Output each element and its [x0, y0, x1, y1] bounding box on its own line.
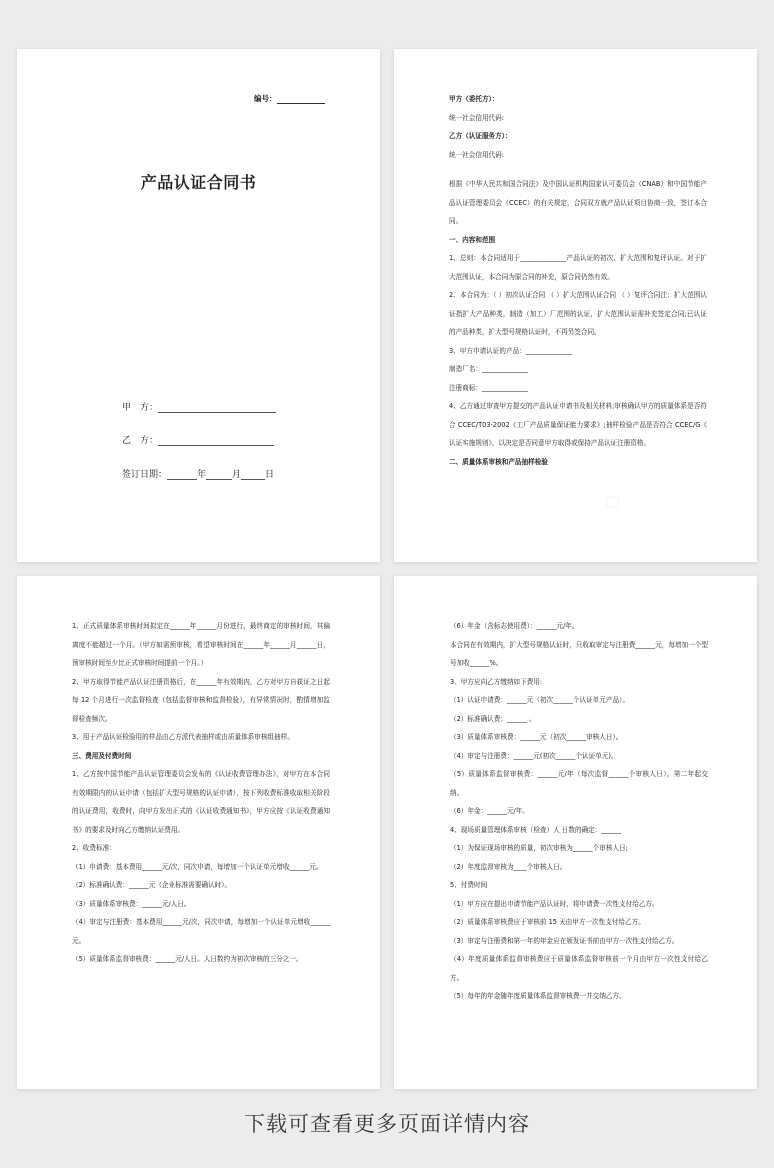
year-label: 年 [197, 470, 207, 480]
paragraph: 统一社会信用代码: [449, 113, 504, 122]
page-2-body [449, 90, 707, 471]
section-heading: 二、质量体系审核和产品抽样检验 [449, 457, 548, 466]
month-blank [206, 470, 232, 480]
paragraph: （2）质量体系审核费应于审核前 15 天由甲方一次性支付给乙方。 [450, 918, 645, 926]
paragraph: 5、付费时间 [450, 881, 488, 889]
year-blank [167, 470, 197, 480]
paragraph: （2）年度监督审核为____个审核人日。 [450, 862, 567, 871]
paragraph: 3、甲方申请认证的产品：______________ [449, 346, 572, 355]
section-heading: 甲方（委托方）： [449, 95, 499, 103]
contract-page-2 [394, 49, 757, 562]
paragraph: （6）年金：______元/年。 [450, 807, 529, 815]
watermark [598, 486, 626, 516]
paragraph: （1）甲方应在提出申请节能产品认证时，将申请费一次性支付给乙方。 [450, 899, 659, 908]
paragraph: 2、本合同为：（ ）初次认证合同 （ ）扩大范围认证合同 （ ）复评合同注：扩大范围认证指扩大产品种类，制造（加工）厂范围的认证，扩大范围认证需补充签定合同;已认证的产品种类，扩大型号规格认证时，不再另签合同。 [449, 291, 707, 336]
party-b-label: 乙 方： [122, 436, 159, 446]
paragraph: 1、正式质量体系审核时间拟定在______年______月份进行，最终商定的审核时间，其偏离度不能超过一个月。（甲方如需预审核，希望审核时间在______年______月______日，预审核时间至少比正式审核时间提前一个月。） [72, 622, 330, 667]
paragraph: （5）质量体系监督审核费：______元/年（每次监督______个审核人日），第二年起交纳。 [450, 770, 708, 797]
paragraph: （5）每年的年金随年度质量体系监督审核费一并交纳乙方。 [450, 992, 626, 1000]
paragraph: 2、收费标准： [72, 844, 116, 852]
paragraph: 根据《中华人民共和国合同法》及中国认证机构国家认可委员会（CNAB）和中国节能产品认证管理委员会（CCEC）的有关规定，合同双方就产品认证项目协商一致，签订本合同。 [449, 180, 707, 225]
paragraph: （4）年度质量体系监督审核费应于质量体系监督审核前一个月由甲方一次性支付给乙方。 [450, 955, 708, 982]
paragraph: （4）审定与注册费：______元(初次______个认证单元)。 [450, 751, 618, 760]
paragraph: （6）年金（含标志使用费）：______元/年。 [450, 622, 579, 630]
paragraph: （3）审定与注册费和第一年的年金应在颁发证书前由甲方一次性支付给乙方。 [450, 936, 679, 945]
party-b-line [122, 433, 274, 446]
section-heading: 一、内容和范围 [449, 235, 496, 244]
paragraph: （3）质量体系审核费：______元/人日。 [72, 899, 191, 908]
party-a-label: 甲 方： [122, 403, 159, 413]
paragraph: 注册商标：______________ [449, 383, 529, 392]
party-b-blank [158, 436, 274, 446]
contract-page-4 [394, 576, 757, 1089]
paragraph: （3）质量体系审核费：______元（初次______审核人日）。 [450, 733, 623, 741]
paragraph: 3、用于产品认证检验用的样品由乙方派代表抽样或由质量体系审核组抽样。 [72, 733, 294, 741]
paragraph: （1）申请费：基本费用______元/次，同次申请，每增加一个认证单元增收______元。 [72, 862, 323, 871]
page-3-body [72, 617, 330, 969]
paragraph: （1）认证申请费：______元（初次______个认证单元产品）。 [450, 696, 629, 704]
contract-number-blank [277, 103, 325, 104]
contract-page-3 [17, 576, 380, 1089]
contract-title: 产品认证合同书 [140, 173, 257, 192]
paragraph: （2）标准确认费：______元（企业标准需要确认时）。 [72, 881, 232, 889]
paragraph: 4、现场质量管理体系审核（检查）人 日数的确定：______ [450, 825, 622, 834]
sign-date-line [122, 467, 274, 480]
paragraph: 1、总则：本合同适用于______________产品认证的初次、扩大范围和复评认证。对于扩大范围认证，本合同为原合同的补充，原合同仍然有效。 [449, 254, 707, 281]
paragraph: 3、甲方应向乙方缴纳如下费用: [450, 677, 543, 686]
paragraph: 1、乙方按中国节能产品认证管理委员会发布的《认证收费管理办法》，对甲方在本合同有效期限内的认证申请（包括扩大型号规格的认证申请），按下列收费标准收取相关阶段的认证费用，收费时，向甲方发出正式的《认证收费通知书》，甲方应按《认证收费通知书》的要求及时向乙方缴纳认证费用。 [72, 770, 330, 834]
day-label: 日 [265, 470, 275, 480]
paragraph-gap [449, 164, 707, 175]
paragraph: 统一社会信用代码: [449, 150, 504, 159]
day-blank [241, 470, 265, 480]
section-heading: 三、费用及付费时间 [72, 751, 132, 760]
contract-number-label: 编号： [254, 94, 277, 103]
paragraph: 本合同在有效期内，扩大型号规格认证时，只收取审定与注册费______元，每增加一个型号加收______%。 [450, 640, 708, 667]
paragraph: 制造厂名：______________ [449, 365, 529, 373]
party-a-line [122, 400, 276, 413]
paragraph: （2）标准确认费：______ 。 [450, 714, 536, 723]
section-heading: 乙方（认证服务方）： [449, 132, 512, 140]
paragraph: （5）质量体系监督审核费：______元/人日。人日数约为初次审核的三分之一。 [72, 955, 303, 963]
paragraph: （4）审定与注册费：基本费用______元/次，同次申请，每增加一个认证单元增收______元。 [72, 918, 330, 945]
paragraph: （1）为保证现场审核的质量，初次审核为______个审核人日; [450, 844, 628, 852]
page-4-body [450, 617, 708, 1006]
contract-number-field [254, 93, 325, 104]
download-caption: 下载可查看更多页面详情内容 [244, 1112, 530, 1136]
party-a-blank [158, 403, 276, 413]
paragraph: 4、乙方通过审查甲方提交的产品认证申请书及相关材料;审核确认甲方的质量体系是否符合 CCEC/T03-2002《工厂产品质量保证能力要求》;抽样检验产品是否符合 CCEC/G《 认证实施规则》，以决定是否同意甲方取得或保持产品认证注册资格。 [449, 402, 707, 447]
paragraph: 2、甲方取得节能产品认证注册资格后，在______年有效期内，乙方对甲方自获证之日起每 12 个月进行一次监督检查（包括监督审核和监督检验），有异常情况时，酌情增加监督检查频次。 [72, 677, 330, 723]
month-label: 月 [232, 470, 242, 480]
contract-cover-page [17, 49, 380, 562]
sign-date-label: 签订日期： [122, 470, 168, 480]
